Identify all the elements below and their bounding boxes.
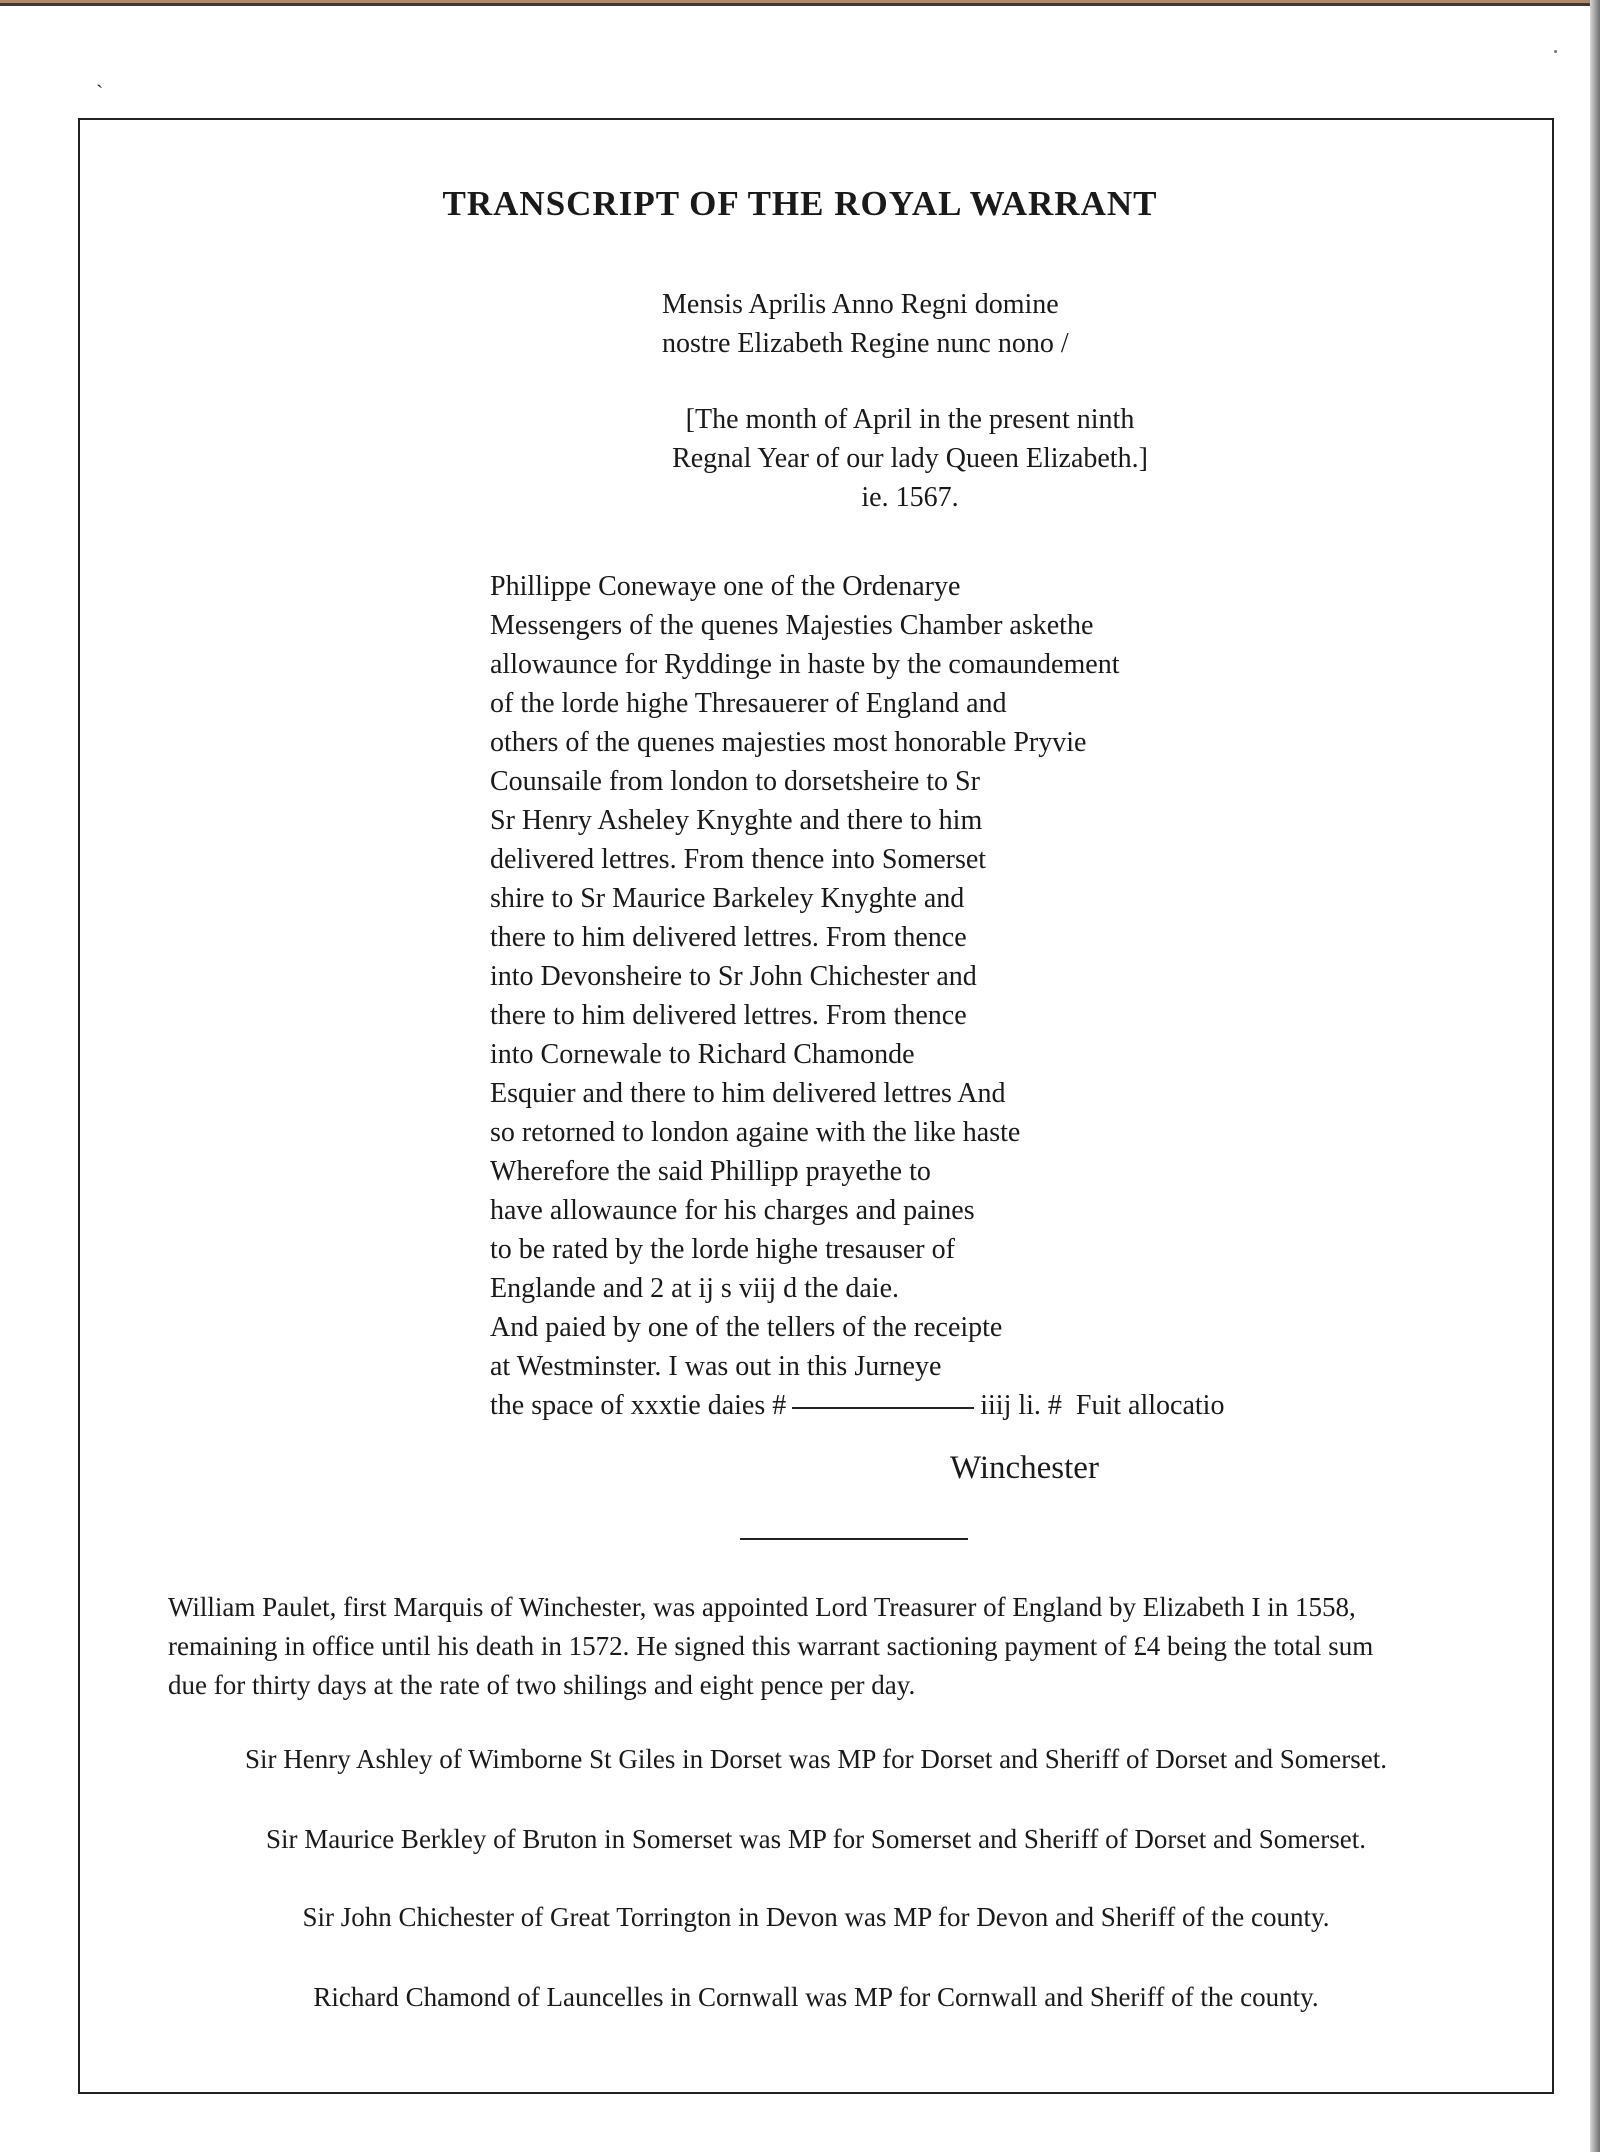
- latin-date-line: Mensis Aprilis Anno Regni domine: [662, 289, 1059, 320]
- warrant-line: Esquier and there to him delivered lettres And: [490, 1078, 1006, 1109]
- warrant-line: allowaunce for Ryddinge in haste by the comaundement: [490, 649, 1120, 680]
- treasurer-note: [168, 1588, 1498, 1705]
- warrant-line: there to him delivered lettres. From thence: [490, 922, 967, 953]
- note-line: due for thirty days at the rate of two shilings and eight pence per day.: [168, 1670, 916, 1700]
- warrant-line: of the lorde highe Thresauerer of England and: [490, 688, 1007, 719]
- signature: Winchester: [950, 1450, 1099, 1486]
- warrant-line: Englande and 2 at ij s viij d the daie.: [490, 1273, 900, 1304]
- warrant-line: And paied by one of the tellers of the receipte: [490, 1312, 1003, 1343]
- warrant-line: others of the quenes majesties most honorable Pryvie: [490, 727, 1087, 758]
- warrant-text: [490, 567, 1350, 1425]
- warrant-line: Phillippe Conewaye one of the Ordenarye: [490, 571, 961, 602]
- scan-speck: [1554, 50, 1557, 53]
- final-line-allowance: Fuit allocatio: [1075, 1390, 1225, 1421]
- warrant-line: there to him delivered lettres. From thence: [490, 1000, 967, 1031]
- warrant-line: delivered lettres. From thence into Somerset: [490, 844, 987, 875]
- date-translation: [640, 400, 1180, 517]
- note-line: William Paulet, first Marquis of Winchester, was appointed Lord Treasurer of England by Elizabeth I in 1558,: [168, 1592, 1356, 1622]
- translation-line: ie. 1567.: [861, 482, 959, 513]
- warrant-line: Sr Henry Asheley Knyghte and there to him: [490, 805, 983, 836]
- dash-rule: [792, 1407, 974, 1409]
- final-line-amount: iiij li. #: [980, 1390, 1062, 1421]
- page-title: TRANSCRIPT OF THE ROYAL WARRANT: [442, 184, 1158, 223]
- scan-mark: `: [96, 80, 104, 105]
- warrant-line: Messengers of the quenes Majesties Chamber askethe: [490, 610, 1094, 641]
- mp-note-chichester: Sir John Chichester of Great Torrington in Devon was MP for Devon and Sheriff of the county.: [302, 1902, 1330, 1932]
- warrant-final-line: [490, 1386, 1350, 1425]
- mp-note-chamond: Richard Chamond of Launcelles in Cornwall was MP for Cornwall and Sheriff of the county.: [313, 1982, 1319, 2012]
- mp-note-ashley: Sir Henry Ashley of Wimborne St Giles in Dorset was MP for Dorset and Sheriff of Dorset and Somerset.: [244, 1744, 1387, 1774]
- warrant-line: Counsaile from london to dorsetsheire to Sr: [490, 766, 980, 797]
- section-divider: [740, 1538, 968, 1540]
- scan-right-edge: [1590, 0, 1600, 2152]
- final-line-start: the space of xxxtie daies #: [490, 1390, 787, 1421]
- warrant-line: shire to Sr Maurice Barkeley Knyghte and: [490, 883, 965, 914]
- warrant-line: have allowaunce for his charges and paines: [490, 1195, 975, 1226]
- warrant-line: to be rated by the lorde highe tresauser of: [490, 1234, 955, 1265]
- warrant-line: into Cornewale to Richard Chamonde: [490, 1039, 915, 1070]
- translation-line: [The month of April in the present ninth: [685, 404, 1135, 435]
- scan-top-edge: [0, 0, 1600, 7]
- warrant-line: at Westminster. I was out in this Jurneye: [490, 1351, 942, 1382]
- latin-date-line: nostre Elizabeth Regine nunc nono /: [662, 328, 1069, 359]
- warrant-line: into Devonsheire to Sr John Chichester and: [490, 961, 977, 992]
- latin-date: [662, 285, 1102, 363]
- mp-note-berkley: Sir Maurice Berkley of Bruton in Somerset was MP for Somerset and Sheriff of Dorset and Somerset.: [265, 1824, 1367, 1854]
- translation-line: Regnal Year of our lady Queen Elizabeth.]: [672, 443, 1148, 474]
- warrant-line: Wherefore the said Phillipp prayethe to: [490, 1156, 931, 1187]
- warrant-line: so retorned to london againe with the like haste: [490, 1117, 1021, 1148]
- note-line: remaining in office until his death in 1572. He signed this warrant sactioning payment of £4 being the total sum: [168, 1631, 1374, 1661]
